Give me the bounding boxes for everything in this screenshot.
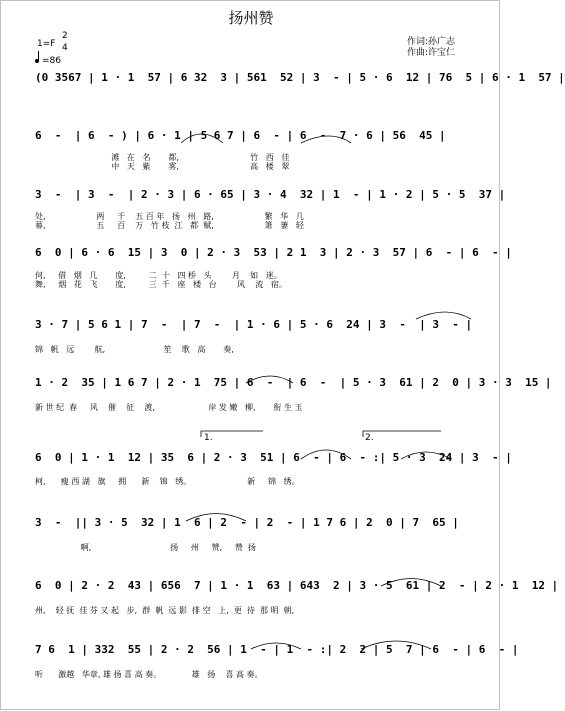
lyrics-verse-1: 滩 在 名 都, 竹 西 佳 bbox=[35, 153, 290, 162]
lyrics-verse-1: 州, 轻 抚 佳 芬 又 起 步, 群 帆 远 影 排 空 上, 更 待 那 明 朝, bbox=[35, 606, 295, 615]
lyrics-verse-2: 幕, 五 百 万 竹 枝 江 都 赋, 箫 萋 轻 bbox=[35, 221, 304, 230]
second-ending-label: 2. bbox=[365, 433, 374, 443]
slurs-and-brackets bbox=[1, 1, 501, 711]
time-signature-bottom: 4 bbox=[62, 43, 68, 53]
notation-line: 7 6 1 | 332 55 | 2 · 2 56 | 1 - | 1 - :| 2 2 | 5 7 | 6 - | 6 - | bbox=[35, 643, 519, 656]
notation-line: 3 - || 3 · 5 32 | 1 6 | 2 - | 2 - | 1 7 6 | 2 0 | 7 65 | bbox=[35, 516, 459, 529]
notation-line: 3 - | 3 - | 2 · 3 | 6 · 65 | 3 · 4 32 | 1 - | 1 · 2 | 5 · 5 37 | bbox=[35, 188, 506, 201]
lyrics-verse-1: 处, 两 千 五 百 年 扬 州 路, 繁 华 几 bbox=[35, 212, 304, 221]
lyrics-verse-1: 新 世 纪 春 风 催 征 渡, 岸 发 嫩 柳, 衔 生 玉 bbox=[35, 403, 303, 412]
notation-line: 6 0 | 1 · 1 12 | 35 6 | 2 · 3 51 | 6 - | 6 - :| 5 · 3 24 | 3 - | bbox=[35, 451, 512, 464]
composer-credit: 作曲:许宝仁 bbox=[407, 48, 456, 58]
key-signature: 1=F bbox=[37, 39, 56, 49]
lyrics-verse-1: 何, 借 烟 几 度, 二 十 四 桥 头 月 如 迷。 bbox=[35, 271, 282, 280]
lyrics-verse-1: 啊, 扬 州 赞, 赞 扬 bbox=[35, 543, 256, 552]
lyrics-verse-1: 锦 帆 远 航, 笙 歌 高 奏, bbox=[35, 345, 234, 354]
lyrics-verse-1: 听 激越 华章, 雄 扬 喜 高 奏。 雄 扬 喜 高 奏。 bbox=[35, 670, 263, 679]
notation-line: 3 · 7 | 5 6 1 | 7 - | 7 - | 1 · 6 | 5 · 6 24 | 3 - | 3 - | bbox=[35, 318, 473, 331]
lyrics-verse-2: 中 天 紫 雾, 高 楼 翠 bbox=[35, 162, 290, 171]
first-ending-label: 1. bbox=[204, 433, 213, 443]
notation-line: (0 3567 | 1 · 1 57 | 6 32 3 | 561 52 | 3 - | 5 · 6 12 | 76 5 | 6 · 1 57 | bbox=[35, 71, 565, 84]
lyrics-verse-1: 柯, 瘦 西 湖 旗 拥 新 锦 绣。 新 锦 绣。 bbox=[35, 477, 300, 486]
notation-line: 6 0 | 2 · 2 43 | 656 7 | 1 · 1 63 | 643 2 | 3 · 5 61 | 2 - | 2 · 1 12 | bbox=[35, 579, 559, 592]
tempo-note-icon bbox=[35, 59, 39, 63]
lyrics-verse-2: 舞, 烟 花 飞 度, 三 千 座 楼 台 风 流 宿。 bbox=[35, 280, 287, 289]
notation-line: 6 0 | 6 · 6 15 | 3 0 | 2 · 3 53 | 2 1 3 | 2 · 3 57 | 6 - | 6 - | bbox=[35, 246, 512, 259]
song-title: 扬州赞 bbox=[228, 9, 274, 27]
lyricist-credit: 作词:孙广志 bbox=[407, 37, 456, 47]
time-signature-top: 2 bbox=[62, 31, 68, 41]
notation-line: 1 · 2 35 | 1 6 7 | 2 · 1 75 | 6 - | 6 - | 5 · 3 61 | 2 0 | 3 · 3 15 | bbox=[35, 376, 552, 389]
tempo-marking: =86 bbox=[42, 56, 61, 66]
notation-line: 6 - | 6 - ) | 6 · 1 | 5 6 7 | 6 - | 6 - 7 · 6 | 56 45 | bbox=[35, 129, 446, 142]
